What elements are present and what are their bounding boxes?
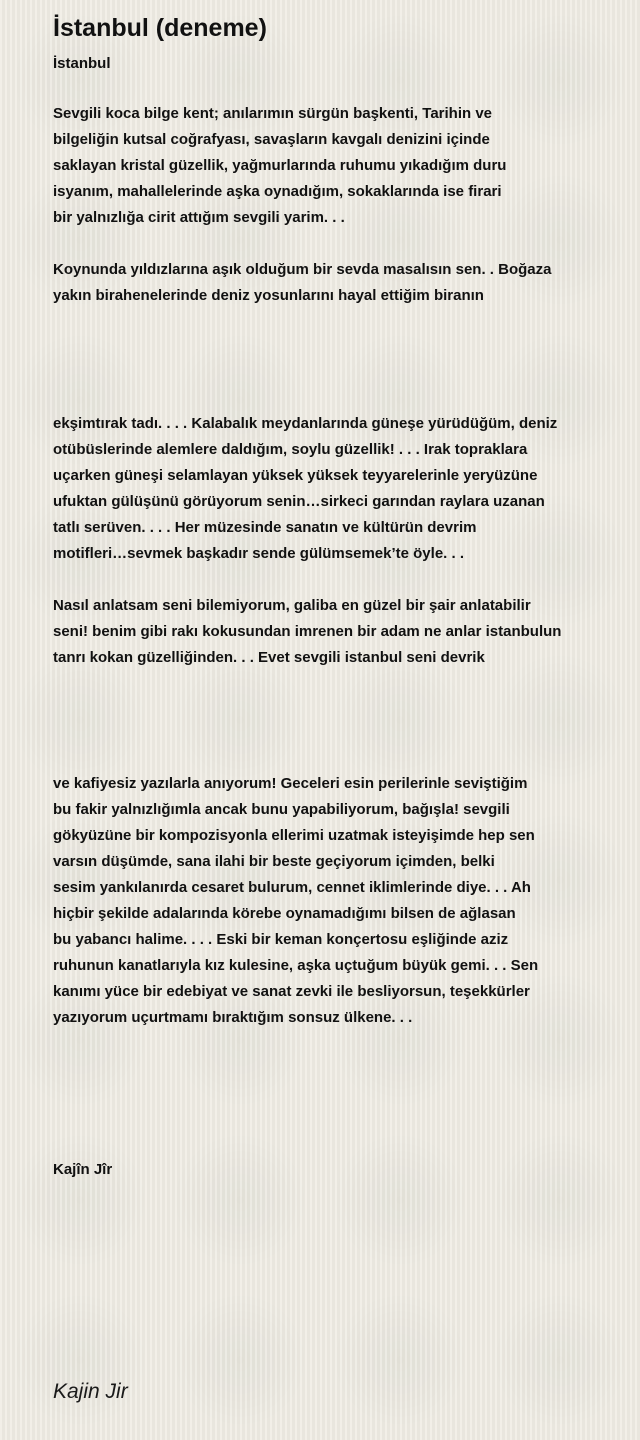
stanza-5 — [53, 771, 538, 1031]
stanza-3 — [53, 411, 557, 567]
stanza-4 — [53, 593, 561, 671]
poem-line: saklayan kristal güzellik, yağmurlarında ruhumu yıkadığım duru — [53, 157, 507, 174]
poem-line: tanrı kokan güzelliğinden. . . Evet sevgili istanbul seni devrik — [53, 649, 485, 666]
poem-line: kanımı yüce bir edebiyat ve sanat zevki ile besliyorsun, teşekkürler — [53, 983, 530, 1000]
poem-line: bu fakir yalnızlığımla ancak bunu yapabiliyorum, bağışla! sevgili — [53, 801, 510, 818]
author-signature: Kajin Jir — [53, 1380, 128, 1403]
poem-line: bir yalnızlığa cirit attığım sevgili yarim. . . — [53, 209, 345, 226]
poem-line: bu yabancı halime. . . . Eski bir keman konçertosu eşliğinde aziz — [53, 931, 509, 948]
poem-line: otübüslerinde alemlere daldığım, soylu güzellik! . . . Irak topraklara — [53, 441, 528, 458]
poem-line: gökyüzüne bir kompozisyonla ellerimi uzatmak isteyişimde hep sen — [53, 827, 535, 844]
poem-subtitle: İstanbul — [53, 55, 111, 72]
stanza-2 — [53, 257, 551, 309]
poem-line: ekşimtırak tadı. . . . Kalabalık meydanlarında güneşe yürüdüğüm, deniz — [53, 415, 558, 432]
poem-line: motifleri…sevmek başkadır sende gülümsemek’te öyle. . . — [53, 545, 464, 562]
poem-line: tatlı serüven. . . . Her müzesinde sanatın ve kültürün devrim — [53, 519, 477, 536]
poem-line: sesim yankılanırda cesaret bulurum, cennet iklimlerinde diye. . . Ah — [53, 879, 531, 896]
poem-line: Nasıl anlatsam seni bilemiyorum, galiba en güzel bir şair anlatabilir — [53, 597, 531, 614]
poem-line: yazıyorum uçurtmamı bıraktığım sonsuz ülkene. . . — [53, 1009, 413, 1026]
poem-line: Koynunda yıldızlarına aşık olduğum bir sevda masalısın sen. . Boğaza — [53, 261, 552, 278]
poem-title: İstanbul (deneme) — [53, 14, 267, 42]
poem-line: Sevgili koca bilge kent; anılarımın sürgün başkenti, Tarihin ve — [53, 105, 493, 122]
stanza-1 — [53, 101, 506, 231]
poem-line: bilgeliğin kutsal coğrafyası, savaşların kavgalı denizini içinde — [53, 131, 490, 148]
author-name: Kajîn Jîr — [53, 1161, 113, 1178]
poem-line: hiçbir şekilde adalarında körebe oynamadığımı bilsen de ağlasan — [53, 905, 516, 922]
poem-line: uçarken güneşi selamlayan yüksek yüksek teyyarelerinle yeryüzüne — [53, 467, 538, 484]
poem-line: yakın birahenelerinde deniz yosunlarını hayal ettiğim biranın — [53, 287, 484, 304]
poem-line: ve kafiyesiz yazılarla anıyorum! Geceleri esin perilerinle seviştiğim — [53, 775, 528, 792]
poem-line: varsın düşümde, sana ilahi bir beste geçiyorum içimden, belki — [53, 853, 495, 870]
poem-line: ufuktan gülüşünü görüyorum senin…sirkeci garından raylara uzanan — [53, 493, 545, 510]
poem-line: isyanım, mahallelerinde aşka oynadığım, sokaklarında ise firari — [53, 183, 502, 200]
poem-line: seni! benim gibi rakı kokusundan imrenen bir adam ne anlar istanbulun — [53, 623, 562, 640]
poem-line: ruhunun kanatlarıyla kız kulesine, aşka uçtuğum büyük gemi. . . Sen — [53, 957, 539, 974]
